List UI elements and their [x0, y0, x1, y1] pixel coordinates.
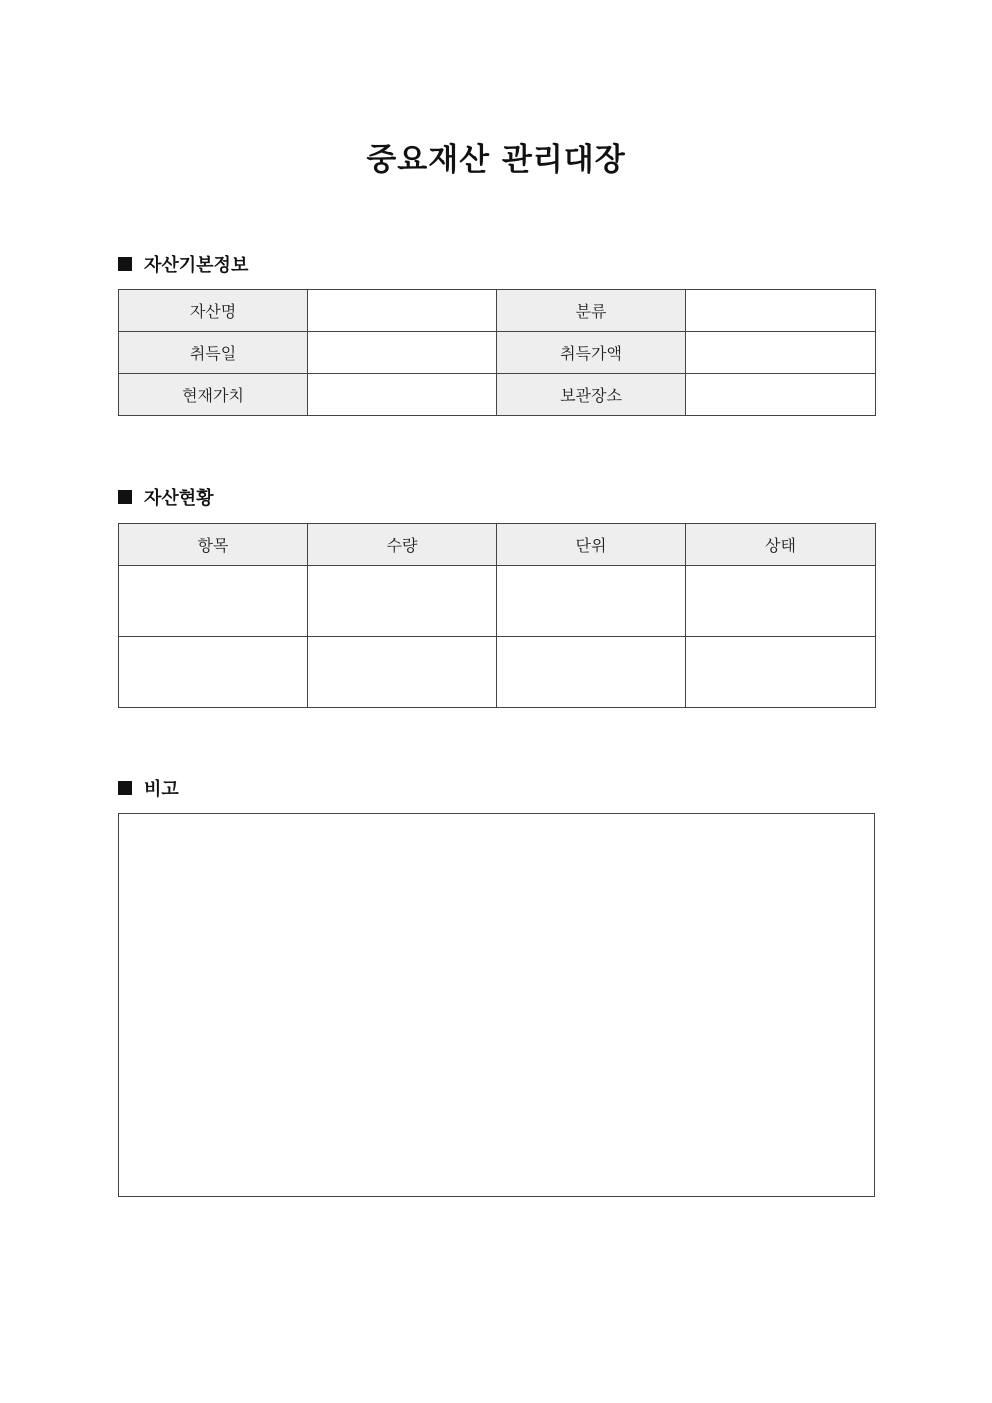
- field-value[interactable]: [686, 374, 876, 416]
- section-heading-label: 자산기본정보: [144, 255, 249, 276]
- field-value[interactable]: [308, 290, 497, 332]
- table-cell[interactable]: [308, 566, 497, 637]
- square-bullet-icon: [118, 781, 132, 795]
- field-value[interactable]: [686, 290, 876, 332]
- table-cell[interactable]: [497, 637, 686, 708]
- table-row: [119, 290, 876, 332]
- table-cell[interactable]: [686, 637, 876, 708]
- table-cell[interactable]: [119, 637, 308, 708]
- table-cell[interactable]: [119, 566, 308, 637]
- field-label: 현재가치: [119, 374, 308, 416]
- column-header: 수량: [308, 524, 497, 566]
- table-cell[interactable]: [497, 566, 686, 637]
- column-header: 항목: [119, 524, 308, 566]
- column-header: 상태: [686, 524, 876, 566]
- field-label: 취득가액: [497, 332, 686, 374]
- field-label: 취득일: [119, 332, 308, 374]
- section-heading-label: 자산현황: [144, 488, 214, 509]
- remarks-box[interactable]: [118, 813, 875, 1197]
- field-label: 분류: [497, 290, 686, 332]
- document-title: 중요재산 관리대장: [366, 142, 626, 178]
- field-value[interactable]: [686, 332, 876, 374]
- field-label: 자산명: [119, 290, 308, 332]
- table-row: [119, 374, 876, 416]
- square-bullet-icon: [118, 490, 132, 504]
- section-heading-asset-status: [118, 483, 214, 511]
- column-header: 단위: [497, 524, 686, 566]
- field-value[interactable]: [308, 332, 497, 374]
- table-row: [119, 332, 876, 374]
- section-heading-basic-info: [118, 250, 248, 278]
- asset-status-table: [118, 523, 876, 708]
- table-row: [119, 566, 876, 637]
- section-heading-label: 비고: [144, 779, 179, 800]
- table-row: [119, 637, 876, 708]
- table-cell[interactable]: [686, 566, 876, 637]
- basic-info-table: [118, 289, 876, 416]
- field-label: 보관장소: [497, 374, 686, 416]
- section-heading-remarks: [118, 774, 179, 802]
- table-cell[interactable]: [308, 637, 497, 708]
- square-bullet-icon: [118, 257, 132, 271]
- table-header-row: [119, 524, 876, 566]
- field-value[interactable]: [308, 374, 497, 416]
